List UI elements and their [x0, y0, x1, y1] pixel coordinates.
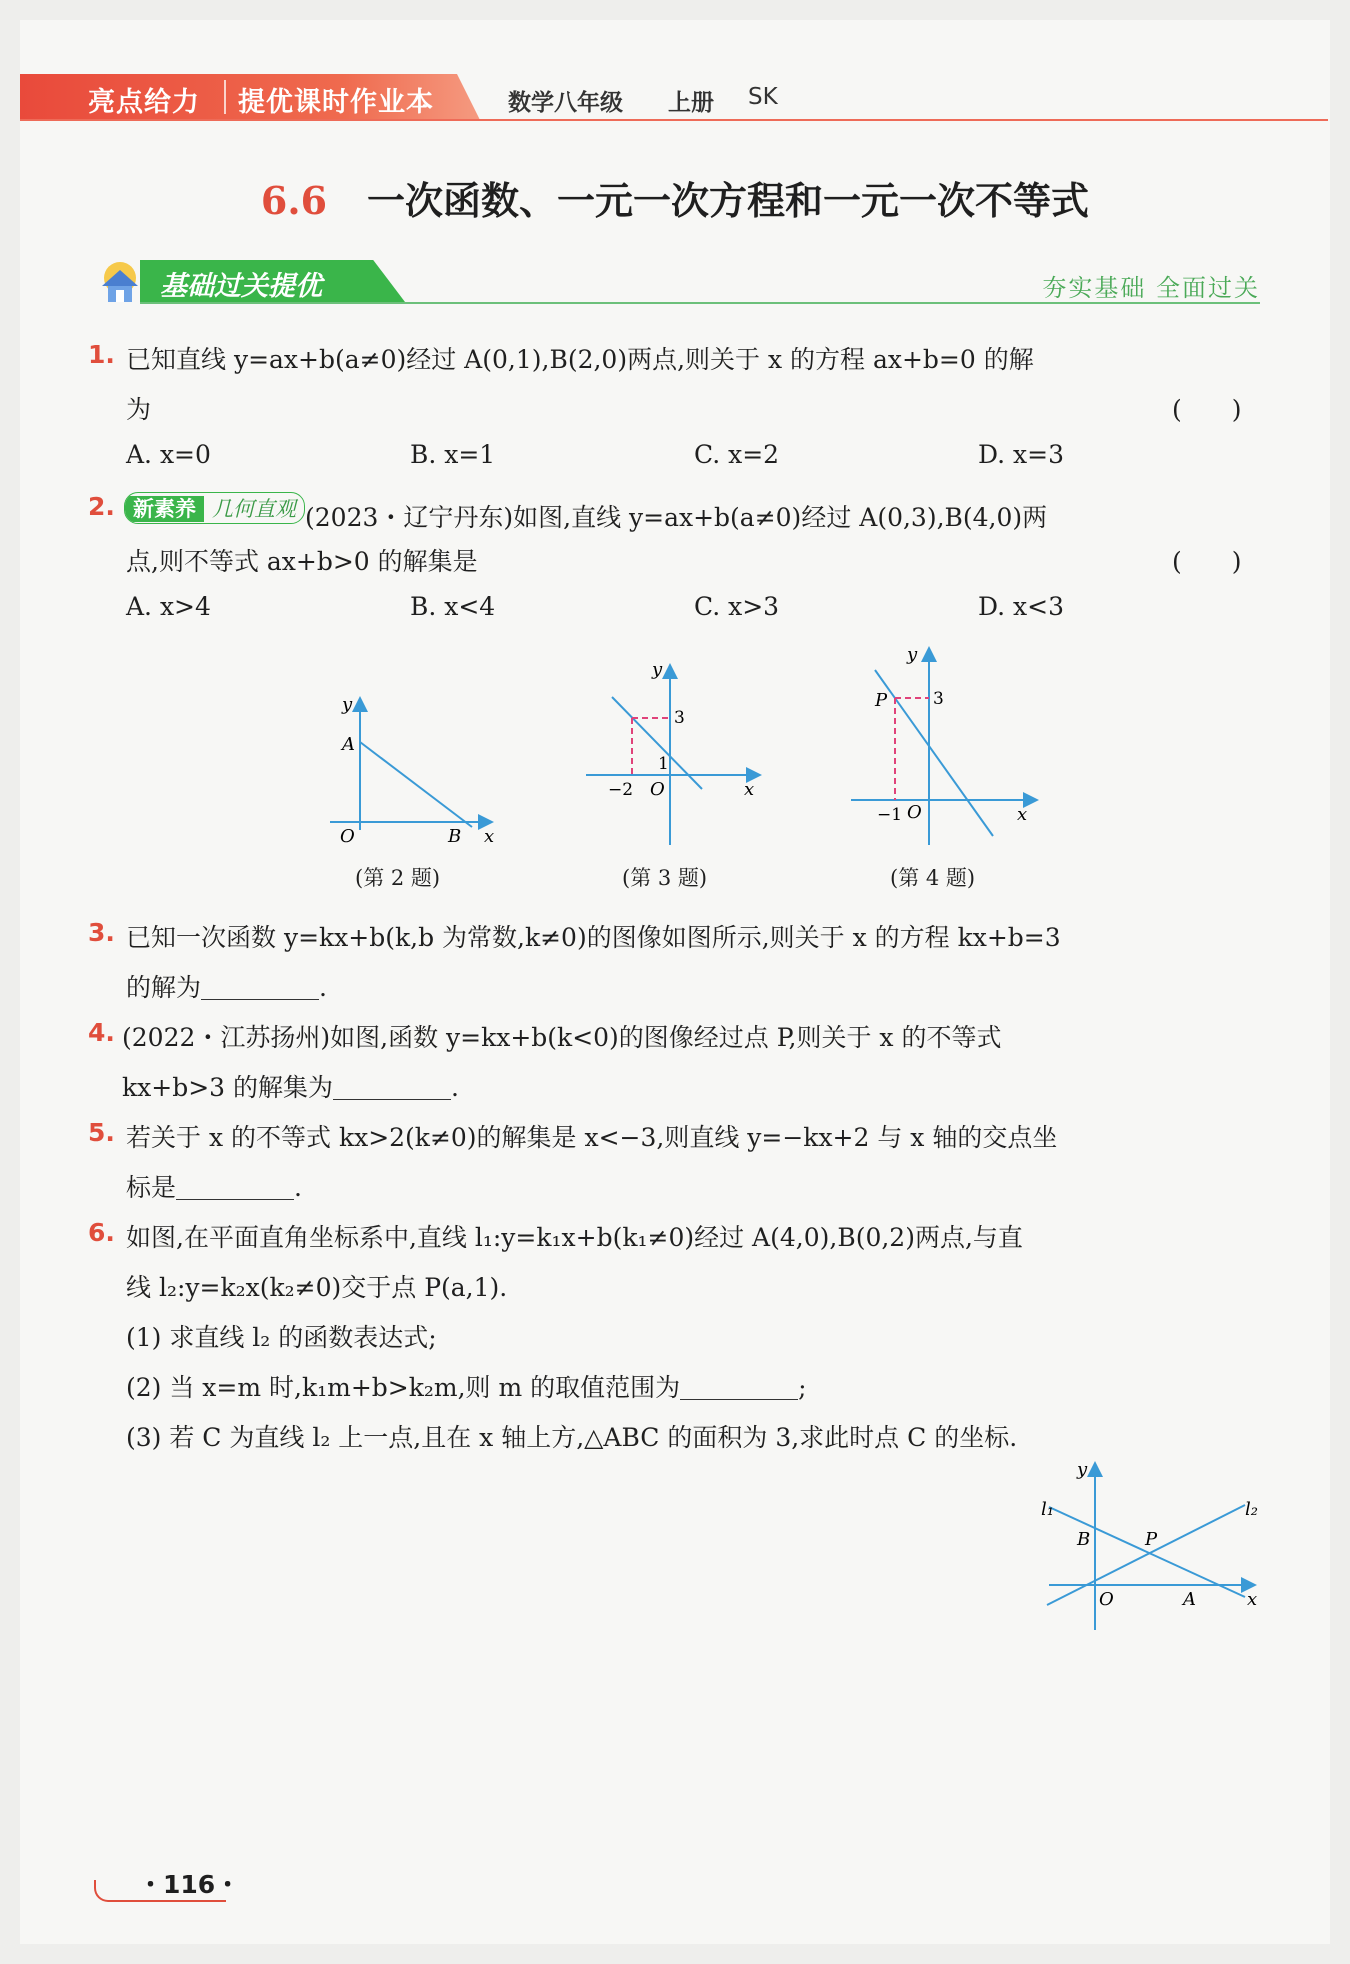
l2-label: l₂: [1245, 1499, 1258, 1520]
question-2-option-b[interactable]: B. x<4: [410, 592, 496, 621]
question-5-text: 若关于 x 的不等式 kx>2(k≠0)的解集是 x<−3,则直线 y=−kx+2 与 x 轴的交点坐: [126, 1123, 1058, 1152]
y-label: y: [652, 659, 663, 680]
header-rule: [20, 119, 1328, 121]
figure-6-graph: [1035, 1455, 1265, 1635]
figure-3-caption: (第 3 题): [622, 866, 708, 890]
question-6-text: 如图,在平面直角坐标系中,直线 l₁:y=k₁x+b(k₁≠0)经过 A(4,0),B(0,2)两点,与直: [126, 1223, 1023, 1252]
x-label: x: [484, 826, 495, 847]
origin-label: O: [340, 826, 355, 847]
question-3-text-cont: 的解为: [126, 973, 202, 1002]
question-1-text: 已知直线 y=ax+b(a≠0)经过 A(0,1),B(2,0)两点,则关于 x 的方程 ax+b=0 的解: [126, 345, 1034, 374]
tick-3-label: 3: [933, 689, 944, 709]
question-1-number: 1.: [88, 340, 115, 369]
section-number: 6.6: [260, 178, 328, 223]
skill-tag-secondary: 几何直观: [212, 497, 296, 521]
tick-1-label: 1: [658, 754, 669, 774]
origin-label: O: [650, 779, 665, 800]
question-2-text-cont: 点,则不等式 ax+b>0 的解集是: [126, 547, 478, 576]
question-5-number: 5.: [88, 1118, 115, 1147]
question-3-line2: [126, 968, 327, 1004]
question-4-period: .: [451, 1073, 459, 1102]
question-2-number: 2.: [88, 492, 115, 521]
house-icon: [96, 258, 144, 306]
question-5-period: .: [294, 1173, 302, 1202]
page-title: [0, 170, 1350, 225]
figure-3-graph: [580, 655, 780, 855]
section-slogan: 夯实基础 全面过关: [1042, 274, 1260, 302]
question-2-option-d[interactable]: D. x<3: [978, 592, 1064, 621]
question-5-text-cont: 标是: [126, 1173, 177, 1202]
figure-2-graph: [310, 690, 510, 850]
question-6-part-2-text: (2) 当 x=m 时,k₁m+b>k₂m,则 m 的取值范围为: [126, 1373, 681, 1402]
tick-3-label: 3: [674, 708, 685, 728]
x-label: x: [1017, 804, 1028, 825]
header-divider: [224, 80, 226, 114]
question-6-part-2-end: ;: [798, 1373, 807, 1402]
question-6-blank[interactable]: [680, 1377, 798, 1400]
x-label: x: [744, 779, 755, 800]
y-label: y: [342, 694, 353, 715]
line-ab: [360, 742, 472, 827]
point-b-label: B: [448, 826, 462, 847]
header-series: 提优课时作业本: [238, 87, 434, 118]
origin-label: O: [907, 802, 922, 823]
section-title: 一次函数、一元一次方程和一元一次不等式: [367, 178, 1090, 223]
point-p-label: P: [1145, 1529, 1158, 1550]
tick-neg2-label: −2: [608, 780, 634, 800]
origin-label: O: [1099, 1589, 1114, 1610]
figure-2-caption: (第 2 题): [355, 866, 441, 890]
question-1-option-a[interactable]: A. x=0: [126, 440, 211, 469]
skill-tag-primary: 新素养: [125, 496, 204, 522]
header-volume: 上册: [668, 90, 714, 116]
l1-label: l₁: [1041, 1499, 1054, 1520]
page-number: ・116・: [138, 1870, 241, 1899]
header-edition: SK: [748, 84, 778, 110]
question-4-blank[interactable]: [333, 1077, 451, 1100]
question-1-option-c[interactable]: C. x=2: [694, 440, 780, 469]
question-3-text: 已知一次函数 y=kx+b(k,b 为常数,k≠0)的图像如图所示,则关于 x 的方程 kx+b=3: [126, 923, 1061, 952]
question-2-text: (2023・辽宁丹东)如图,直线 y=ax+b(a≠0)经过 A(0,3),B(4,0)两: [305, 503, 1048, 532]
section-label: 基础过关提优: [160, 271, 322, 302]
question-2-option-a[interactable]: A. x>4: [126, 592, 211, 621]
figure-4-caption: (第 4 题): [890, 866, 976, 890]
question-6-text-cont: 线 l₂:y=k₂x(k₂≠0)交于点 P(a,1).: [126, 1273, 508, 1302]
question-4-line2: [122, 1068, 459, 1104]
y-label: y: [907, 644, 918, 665]
point-b-label: B: [1077, 1529, 1091, 1550]
question-3-number: 3.: [88, 918, 115, 947]
point-p-label: P: [875, 690, 888, 711]
header-brand: 亮点给力: [88, 87, 200, 118]
question-6-part-3: (3) 若 C 为直线 l₂ 上一点,且在 x 轴上方,△ABC 的面积为 3,求此时点 C 的坐标.: [126, 1423, 1018, 1452]
figure-4-graph: [845, 640, 1045, 855]
question-6-part-2: [126, 1368, 807, 1404]
question-2-option-c[interactable]: C. x>3: [694, 592, 780, 621]
question-1-option-b[interactable]: B. x=1: [410, 440, 496, 469]
x-label: x: [1247, 1589, 1258, 1610]
question-3-blank[interactable]: [201, 977, 319, 1000]
point-a-label: A: [342, 734, 355, 755]
y-label: y: [1077, 1459, 1088, 1480]
header-book: 数学八年级: [508, 90, 623, 116]
point-a-label: A: [1183, 1589, 1196, 1610]
question-5-line2: [126, 1168, 302, 1204]
question-3-period: .: [319, 973, 327, 1002]
question-6-number: 6.: [88, 1218, 115, 1247]
question-4-text-cont: kx+b>3 的解集为: [122, 1073, 333, 1102]
question-4-text: (2022・江苏扬州)如图,函数 y=kx+b(k<0)的图像经过点 P,则关于 x 的不等式: [122, 1023, 1002, 1052]
question-1-option-d[interactable]: D. x=3: [978, 440, 1064, 469]
question-1-text-cont: 为: [126, 395, 152, 424]
skill-tag: [124, 492, 305, 524]
question-5-blank[interactable]: [176, 1177, 294, 1200]
question-2-answer-paren[interactable]: ( ): [1172, 547, 1242, 576]
tick-neg1-label: −1: [877, 805, 903, 825]
section-rule: [140, 302, 1260, 304]
question-6-part-1: (1) 求直线 l₂ 的函数表达式;: [126, 1323, 437, 1352]
question-2-line1: [124, 492, 1047, 534]
question-1-answer-paren[interactable]: ( ): [1172, 395, 1242, 424]
question-4-number: 4.: [88, 1018, 115, 1047]
